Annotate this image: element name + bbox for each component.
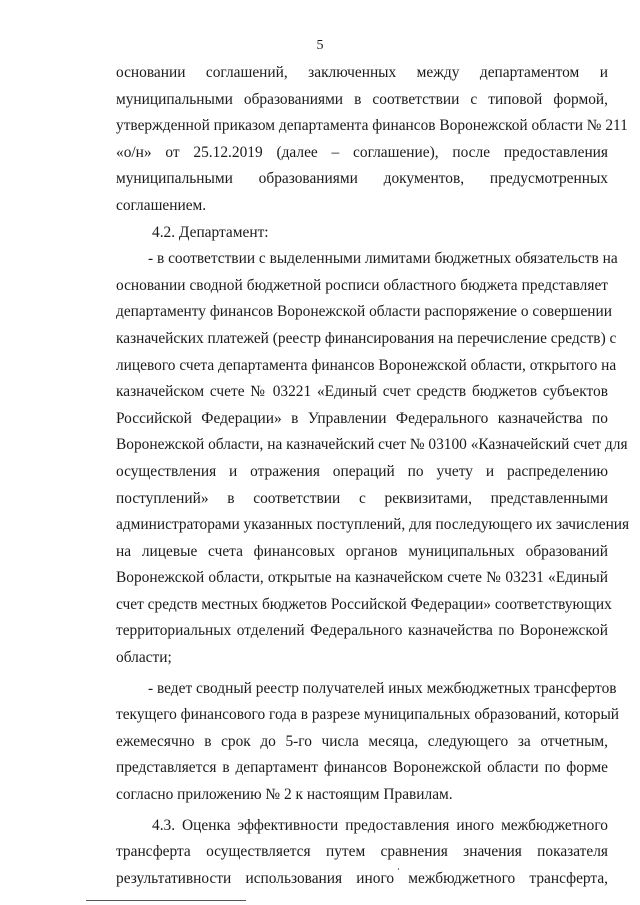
text-line: казначейском счете № 03221 «Единый счет средств бюджетов субъектов [116, 383, 608, 401]
text-line: - в соответствии с выделенными лимитами бюджетных обязательств на [148, 250, 618, 268]
text-line: результативности использования иного межбюджетного трансферта, [116, 869, 608, 887]
text-line: области; [116, 649, 172, 667]
text-line: муниципальными образованиями документов, предусмотренных [116, 170, 608, 188]
text-line: текущего финансового года в разрезе муниципальных образований, который [116, 706, 620, 724]
text-line: - ведет сводный реестр получателей иных межбюджетных трансфертов [148, 679, 617, 697]
text-line: соглашением. [116, 196, 207, 214]
section-4-3 [116, 813, 608, 893]
text-line: на лицевые счета финансовых органов муниципальных образований [116, 542, 608, 560]
text-line: 4.3. Оценка эффективности предоставления иного межбюджетного [152, 816, 608, 834]
text-line: департаменту финансов Воронежской области распоряжение о совершении [116, 303, 613, 321]
text-line: Российской Федерации» в Управлении Федерального казначейства по [116, 409, 608, 427]
text-line: представляется в департамент финансов Воронежской области по форме [116, 759, 608, 777]
text-line: казначейских платежей (реестр финансирования на перечисление средств) с [116, 329, 617, 347]
text-line: Воронежской области, на казначейский счет № 03100 «Казначейский счет для [116, 436, 628, 454]
text-line: поступлений» в соответствии с реквизитами, представленными [116, 489, 608, 507]
scan-speck [398, 868, 399, 870]
text-line: Воронежской области, открытые на казначейском счете № 03231 «Единый [116, 569, 608, 587]
text-line: лицевого счета департамента финансов Воронежской области, открытого на [116, 356, 617, 374]
page-number: 5 [316, 38, 324, 53]
paragraph-department-duty-1 [116, 246, 630, 672]
text-line: согласно приложению № 2 к настоящим Правилам. [116, 786, 453, 804]
text-line: основании соглашений, заключенных между департаментом и [116, 64, 608, 81]
text-line: трансферта осуществляется путем сравнения значения показателя [116, 843, 608, 861]
text-line: администраторами указанных поступлений, для последующего их зачисления [116, 516, 630, 534]
text-line: муниципальными образованиями в соответствии с типовой формой, [116, 90, 608, 108]
footnote-separator [86, 900, 246, 901]
text-line: утвержденной приказом департамента финансов Воронежской области № 211 [116, 117, 628, 135]
section-heading-4-2: 4.2. Департамент: [152, 223, 269, 241]
paragraph-department-duty-2 [116, 676, 620, 809]
text-line: территориальных отделений Федерального казначейства по Воронежской [116, 622, 608, 640]
text-line: ежемесячно в срок до 5-го числа месяца, следующего за отчетным, [116, 732, 608, 750]
text-line: осуществления и отражения операций по учету и распределению [116, 462, 608, 480]
text-line: «о/н» от 25.12.2019 (далее – соглашение), после предоставления [116, 143, 608, 161]
text-line: счет средств местных бюджетов Российской Федерации» соответствующих [116, 595, 612, 613]
paragraph-continuation [116, 60, 628, 220]
text-line: основании сводной бюджетной росписи областного бюджета представляет [116, 276, 608, 294]
document-body [116, 60, 630, 892]
